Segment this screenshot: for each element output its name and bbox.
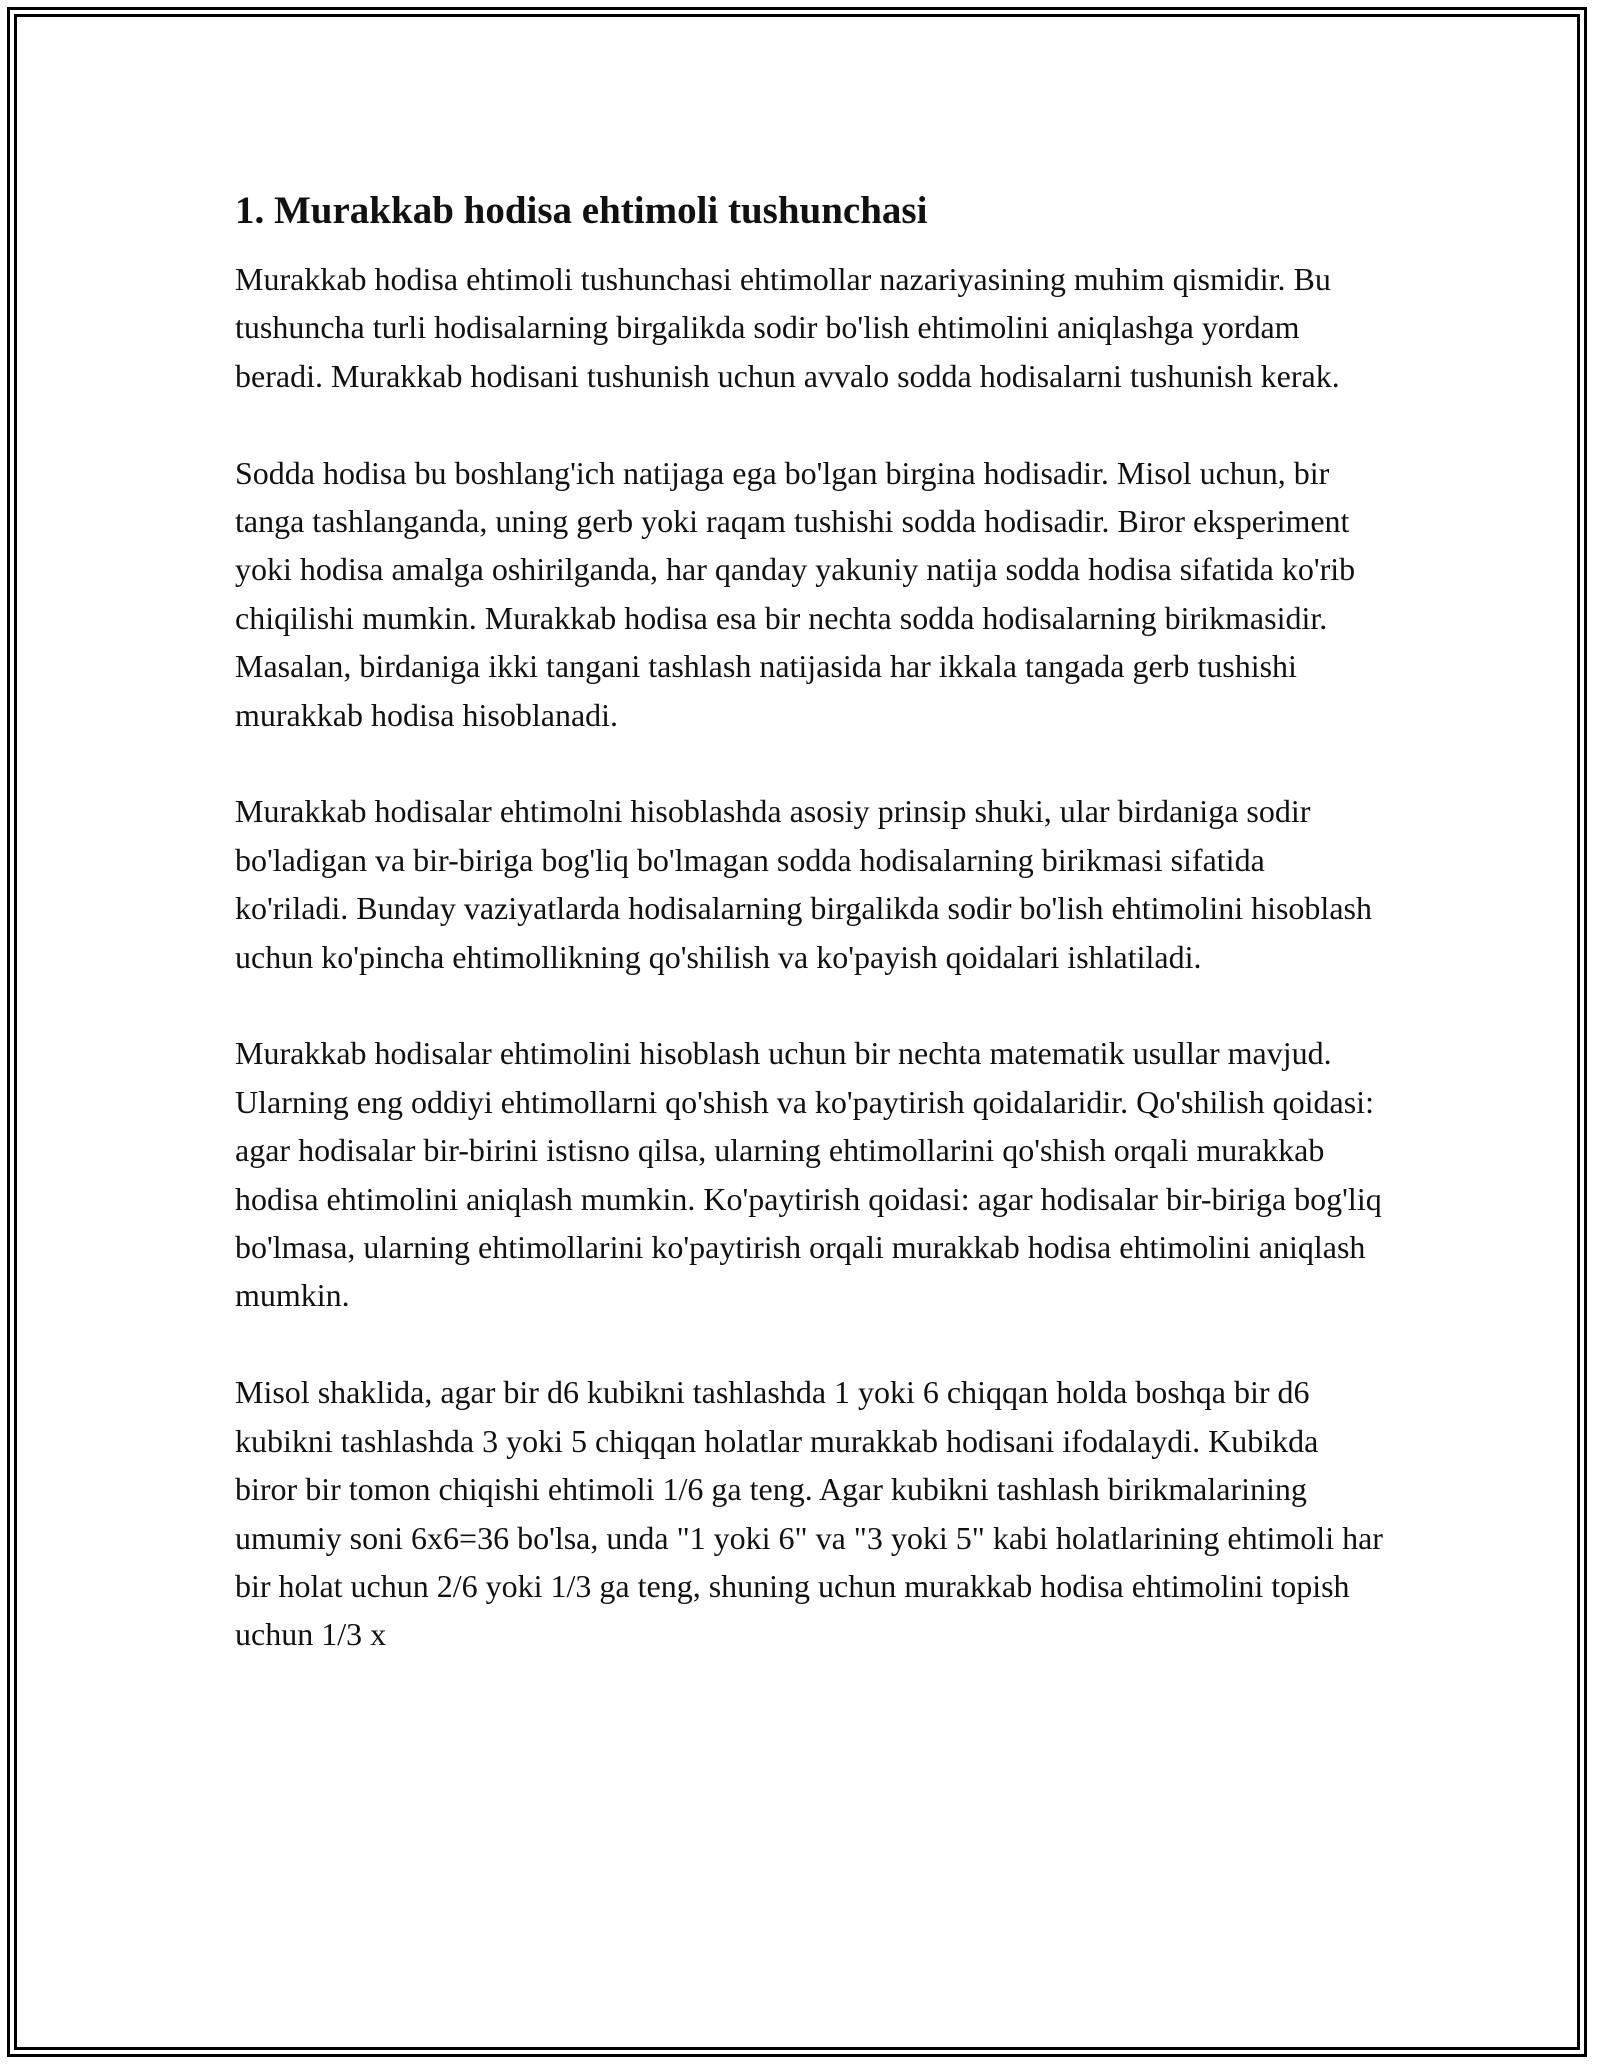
document-body [235,185,1385,1707]
paragraph-3: Murakkab hodisalar ehtimolni hisoblashda asosiy prinsip shuki, ular birdaniga sodir bo'ladigan va bir-biriga bog'liq bo'lmagan sodda hodisalarning birikmasi sifatida ko'riladi. Bunday vaziyatlarda hodisalarning birgalikda sodir bo'lish ehtimolini hisoblash uchun ko'pincha ehtimollikning qo'shilish va ko'payish qoidalari ishlatiladi. [235,793,1372,975]
paragraph-2: Sodda hodisa bu boshlang'ich natijaga ega bo'lgan birgina hodisadir. Misol uchun, bir tanga tashlanganda, uning gerb yoki raqam tushishi sodda hodisadir. Biror eksperiment yoki hodisa amalga oshirilganda, har qanday yakuniy natija sodda hodisa sifatida ko'rib chiqilishi mumkin. Murakkab hodisa esa bir nechta sodda hodisalarning birikmasidir. Masalan, birdaniga ikki tangani tashlash natijasida har ikkala tangada gerb tushishi murakkab hodisa hisoblanadi. [235,454,1356,733]
paragraph-5: Misol shaklida, agar bir d6 kubikni tashlashda 1 yoki 6 chiqqan holda boshqa bir d6 kubikni tashlashda 3 yoki 5 chiqqan holatlar murakkab hodisani ifodalaydi. Kubikda biror bir tomon chiqishi ehtimoli 1/6 ga teng. Agar kubikni tashlash birikmalarining umumiy soni 6x6=36 bo'lsa, unda "1 yoki 6" va "3 yoki 5" kabi holatlarining ehtimoli har bir holat uchun 2/6 yoki 1/3 ga teng, shuning uchun murakkab hodisa ehtimolini topish uchun 1/3 x [235,1374,1383,1653]
paragraph-4: Murakkab hodisalar ehtimolini hisoblash uchun bir nechta matematik usullar mavjud. Ularning eng oddiyi ehtimollarni qo'shish va ko'paytirish qoidalaridir. Qo'shilish qoidasi: agar hodisalar bir-birini istisno qilsa, ularning ehtimollarini qo'shish orqali murakkab hodisa ehtimolini aniqlash mumkin. Ko'paytirish qoidasi: agar hodisalar bir-biriga bog'liq bo'lmasa, ularning ehtimollarini ko'paytirish orqali murakkab hodisa ehtimolini aniqlash mumkin. [235,1035,1382,1314]
paragraph-1: Murakkab hodisa ehtimoli tushunchasi ehtimollar nazariyasining muhim qismidir. Bu tushuncha turli hodisalarning birgalikda sodir bo'lish ehtimolini aniqlashga yordam beradi. Murakkab hodisani tushunish uchun avvalo sodda hodisalarni tushunish kerak. [235,261,1340,394]
section-heading: 1. Murakkab hodisa ehtimoli tushunchasi [235,189,928,232]
